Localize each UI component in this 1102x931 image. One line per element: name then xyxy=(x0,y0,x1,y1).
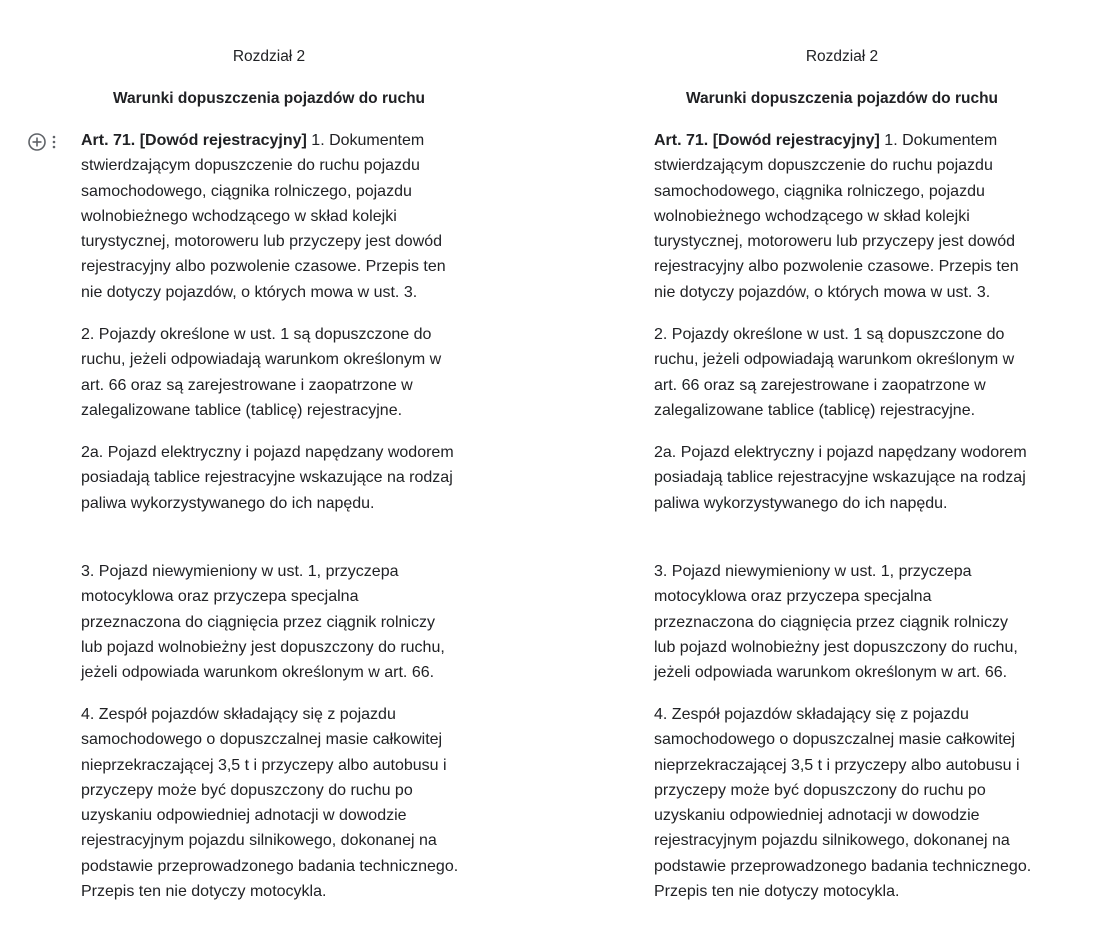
article-paragraph-2a: 2a. Pojazd elektryczny i pojazd napędzany wodorem posiadają tablice rejestracyjne wskazujące na rodzaj paliwa wykorzystywanego do ich napędu. xyxy=(81,444,454,512)
article-paragraph-2: 2. Pojazdy określone w ust. 1 są dopuszczone do ruchu, jeżeli odpowiadają warunkom określonym w art. 66 oraz są zarejestrowane i zaopatrzone w zalegalizowane tablice (tablicę) rejestracyjne. xyxy=(81,326,442,419)
chapter-heading: Rozdział 2 xyxy=(232,48,306,65)
paragraph-text: 1. Dokumentem stwierdzającym dopuszczenie do ruchu pojazdu samochodowego, ciągnika rolniczego, pojazdu wolnobieżnego wchodzącego w skład kolejki turystycznej, motoroweru lub przyczepy jest dowód rejestracyjny albo pozwolenie czasowe. Przepis ten nie dotyczy pojazdów, o których mowa w ust. 3. xyxy=(654,132,1019,301)
drag-handle-icon xyxy=(52,134,56,150)
article-paragraph-2a: 2a. Pojazd elektryczny i pojazd napędzany wodorem posiadają tablice rejestracyjne wskazujące na rodzaj paliwa wykorzystywanego do ich napędu. xyxy=(654,444,1027,512)
chapter-title: Warunki dopuszczenia pojazdów do ruchu xyxy=(685,90,999,107)
chapter-heading: Rozdział 2 xyxy=(805,48,879,65)
add-circle-icon xyxy=(27,132,47,152)
block-gutter-tools xyxy=(27,131,56,153)
article-paragraph-3: 3. Pojazd niewymieniony w ust. 1, przyczepa motocyklowa oraz przyczepa specjalna przeznaczona do ciągnięcia przez ciągnik rolniczy lub pojazd wolnobieżny jest dopuszczony do ruchu, jeżeli odpowiada warunkom określonym w art. 66. xyxy=(81,563,445,682)
article-paragraph-4: 4. Zespół pojazdów składający się z pojazdu samochodowego o dopuszczalnej masie całkowitej nieprzekraczającej 3,5 t i przyczepy albo autobusu i przyczepy może być dopuszczony do ruchu po uzyskaniu odpowiedniej adnotacji w dowodzie rejestracyjnym pojazdu silnikowego, dokonanej na podstawie przeprowadzonego badania technicznego. Przepis ten nie dotyczy motocykla. xyxy=(654,706,1032,901)
article-heading: Art. 71. [Dowód rejestracyjny] xyxy=(81,132,307,149)
article-paragraph-3: 3. Pojazd niewymieniony w ust. 1, przyczepa motocyklowa oraz przyczepa specjalna przeznaczona do ciągnięcia przez ciągnik rolniczy lub pojazd wolnobieżny jest dopuszczony do ruchu, jeżeli odpowiada warunkom określonym w art. 66. xyxy=(654,563,1018,682)
article-paragraph-1 xyxy=(654,128,1032,305)
article-paragraph-2: 2. Pojazdy określone w ust. 1 są dopuszczone do ruchu, jeżeli odpowiadają warunkom określonym w art. 66 oraz są zarejestrowane i zaopatrzone w zalegalizowane tablice (tablicę) rejestracyjne. xyxy=(654,326,1015,419)
article-paragraph-4: 4. Zespół pojazdów składający się z pojazdu samochodowego o dopuszczalnej masie całkowitej nieprzekraczającej 3,5 t i przyczepy albo autobusu i przyczepy może być dopuszczony do ruchu po uzyskaniu odpowiedniej adnotacji w dowodzie rejestracyjnym pojazdu silnikowego, dokonanej na podstawie przeprowadzonego badania technicznego. Przepis ten nie dotyczy motocykla. xyxy=(81,706,459,901)
article-paragraph-1 xyxy=(81,128,459,305)
add-block-button[interactable] xyxy=(27,132,47,152)
chapter-title: Warunki dopuszczenia pojazdów do ruchu xyxy=(112,90,426,107)
paragraph-text: 1. Dokumentem stwierdzającym dopuszczenie do ruchu pojazdu samochodowego, ciągnika rolniczego, pojazdu wolnobieżnego wchodzącego w skład kolejki turystycznej, motoroweru lub przyczepy jest dowód rejestracyjny albo pozwolenie czasowe. Przepis ten nie dotyczy pojazdów, o których mowa w ust. 3. xyxy=(81,132,446,301)
article-heading: Art. 71. [Dowód rejestracyjny] xyxy=(654,132,880,149)
drag-handle-button[interactable] xyxy=(52,134,56,150)
